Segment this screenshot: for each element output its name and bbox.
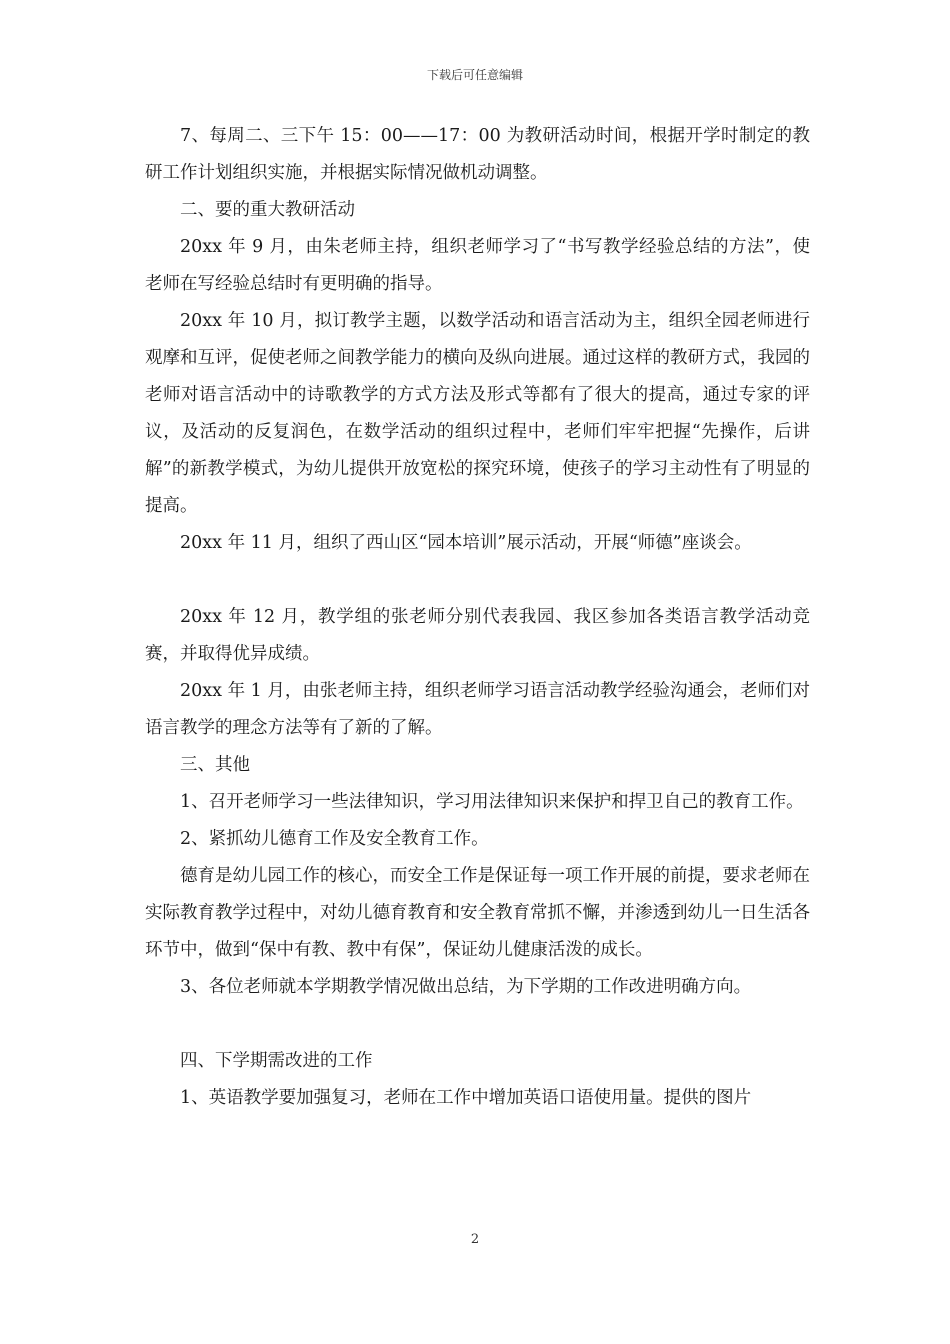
paragraph-december-activity: 20xx 年 12 月，教学组的张老师分别代表我园、我区参加各类语言教学活动竞赛，并取得优异成绩。 (145, 607, 810, 664)
paragraph-moral-safety: 2、紧抓幼儿德育工作及安全教育工作。 (180, 829, 489, 849)
paragraph-teacher-summary: 3、各位老师就本学期教学情况做出总结，为下学期的工作改进明确方向。 (180, 977, 752, 997)
paragraph-law-study: 1、召开老师学习一些法律知识，学习用法律知识来保护和捍卫自己的教育工作。 (180, 792, 804, 812)
paragraph-november-activity: 20xx 年 11 月，组织了西山区“园本培训”展示活动，开展“师德”座谈会。 (180, 533, 752, 553)
section-heading-major-activities: 二、要的重大教研活动 (180, 200, 355, 220)
section-heading-improvements: 四、下学期需改进的工作 (180, 1051, 373, 1071)
paragraph-september-activity: 20xx 年 9 月，由朱老师主持，组织老师学习了“书写教学经验总结的方法”，使老师在写经验总结时有更明确的指导。 (145, 237, 810, 294)
paragraph-october-activity: 20xx 年 10 月，拟订教学主题，以数学活动和语言活动为主，组织全园老师进行观摩和互评，促使老师之间教学能力的横向及纵向进展。通过这样的教研方式，我园的老师对语言活动中的诗歌教学的方式方法及形式等都有了很大的提高，通过专家的评议，及活动的反复润色，在数学活动的组织过程中，老师们牢牢把握“先操作，后讲解”的新教学模式，为幼儿提供开放宽松的探究环境，使孩子的学习主动性有了明显的提高。 (145, 311, 810, 516)
paragraph-january-activity: 20xx 年 1 月，由张老师主持，组织老师学习语言活动教学经验沟通会，老师们对语言教学的理念方法等有了新的了解。 (145, 681, 810, 738)
paragraph-english-teaching: 1、英语教学要加强复习，老师在工作中增加英语口语使用量。提供的图片 (180, 1088, 752, 1108)
section-heading-other: 三、其他 (180, 755, 250, 775)
paragraph-moral-education-core: 德育是幼儿园工作的核心，而安全工作是保证每一项工作开展的前提，要求老师在实际教育教学过程中，对幼儿德育教育和安全教育常抓不懈，并渗透到幼儿一日生活各环节中，做到“保中有教、教中有保”，保证幼儿健康活泼的成长。 (145, 866, 810, 960)
paragraph-research-schedule: 7、每周二、三下午 15：00——17：00 为教研活动时间，根据开学时制定的教研工作计划组织实施，并根据实际情况做机动调整。 (145, 126, 810, 183)
document-body (145, 118, 810, 1117)
page-number: 2 (470, 1232, 480, 1247)
page-header: 下载后可任意编辑 (426, 68, 523, 82)
